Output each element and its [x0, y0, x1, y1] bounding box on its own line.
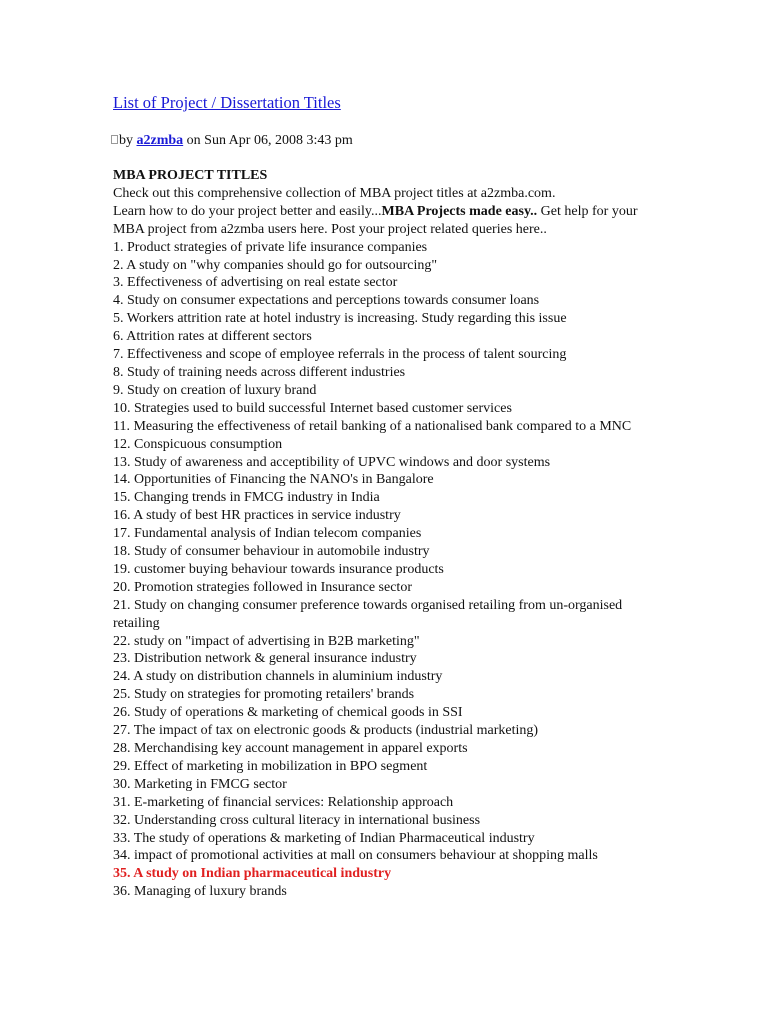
list-item-highlighted: 35. A study on Indian pharmaceutical industry — [113, 866, 392, 882]
list-item: 4. Study on consumer expectations and perceptions towards consumer loans — [113, 293, 540, 309]
list-item: 23. Distribution network & general insurance industry — [113, 651, 417, 667]
post-byline — [111, 132, 353, 150]
list-item: 20. Promotion strategies followed in Insurance sector — [113, 579, 412, 595]
intro-2-end: Get help for your MBA project from a2zmba users here. Post your project related queries here.. — [113, 203, 638, 237]
post-container — [113, 92, 753, 900]
list-item: 15. Changing trends in FMCG industry in India — [113, 490, 380, 506]
list-item: 25. Study on strategies for promoting retailers' brands — [113, 687, 415, 703]
list-item: 5. Workers attrition rate at hotel industry is increasing. Study regarding this issue — [113, 311, 567, 327]
list-item: 29. Effect of marketing in mobilization in BPO segment — [113, 758, 428, 774]
list-item: 26. Study of operations & marketing of chemical goods in SSI — [113, 705, 463, 721]
list-item: 18. Study of consumer behaviour in automobile industry — [113, 544, 430, 560]
list-item: 28. Merchandising key account management in apparel exports — [113, 741, 468, 756]
list-item: 7. Effectiveness and scope of employee referrals in the process of talent sourcing — [113, 347, 567, 363]
list-item: 32. Understanding cross cultural literacy in international business — [113, 812, 481, 828]
list-item: 11. Measuring the effectiveness of retail banking of a nationalised bank compared to a MNC — [113, 418, 632, 434]
list-item: 2. A study on "why companies should go for outsourcing" — [113, 257, 438, 273]
intro-2-start: Learn how to do your project better and easily... — [113, 203, 382, 219]
list-item: 10. Strategies used to build successful Internet based customer services — [113, 400, 512, 416]
post-date: on Sun Apr 06, 2008 3:43 pm — [183, 133, 353, 148]
list-item: 22. study on "impact of advertising in B2B marketing" — [113, 633, 420, 649]
list-item: 14. Opportunities of Financing the NANO's in Bangalore — [113, 472, 434, 488]
list-item: 21. Study on changing consumer preference towards organised retailing from un-organised retailing — [113, 597, 623, 631]
author-link[interactable]: a2zmba — [136, 133, 184, 148]
list-item: 3. Effectiveness of advertising on real estate sector — [113, 275, 398, 291]
post-title-link[interactable]: List of Project / Dissertation Titles — [113, 93, 341, 112]
list-item: 24. A study on distribution channels in aluminium industry — [113, 669, 443, 685]
list-item: 1. Product strategies of private life insurance companies — [113, 239, 428, 255]
list-item: 6. Attrition rates at different sectors — [113, 329, 312, 345]
list-item: 13. Study of awareness and acceptibility of UPVC windows and door systems — [113, 454, 551, 470]
list-item: 9. Study on creation of luxury brand — [113, 382, 317, 398]
list-item: 19. customer buying behaviour towards insurance products — [113, 561, 444, 577]
list-item: 16. A study of best HR practices in service industry — [113, 508, 401, 524]
byline-prefix: by — [119, 133, 137, 148]
list-item: 34. impact of promotional activities at mall on consumers behaviour at shopping malls — [113, 848, 598, 864]
list-item: 17. Fundamental analysis of Indian telecom companies — [113, 526, 422, 542]
list-item: 36. Managing of luxury brands — [113, 884, 287, 900]
list-item: 30. Marketing in FMCG sector — [113, 776, 287, 792]
list-item: 33. The study of operations & marketing of Indian Pharmaceutical industry — [113, 830, 535, 846]
project-title-list — [113, 239, 653, 902]
list-item: 12. Conspicuous consumption — [113, 436, 283, 452]
post-icon — [111, 135, 118, 144]
list-item: 8. Study of training needs across different industries — [113, 364, 406, 380]
content-heading: MBA PROJECT TITLES — [113, 168, 268, 183]
intro-line-1: Check out this comprehensive collection of MBA project titles at a2zmba.com. — [113, 185, 556, 201]
intro-line-2 — [113, 203, 653, 239]
post-content — [113, 167, 653, 901]
list-item: 27. The impact of tax on electronic goods & products (industrial marketing) — [113, 723, 539, 739]
list-item: 31. E-marketing of financial services: Relationship approach — [113, 794, 454, 810]
intro-2-bold: MBA Projects made easy.. — [381, 203, 538, 219]
